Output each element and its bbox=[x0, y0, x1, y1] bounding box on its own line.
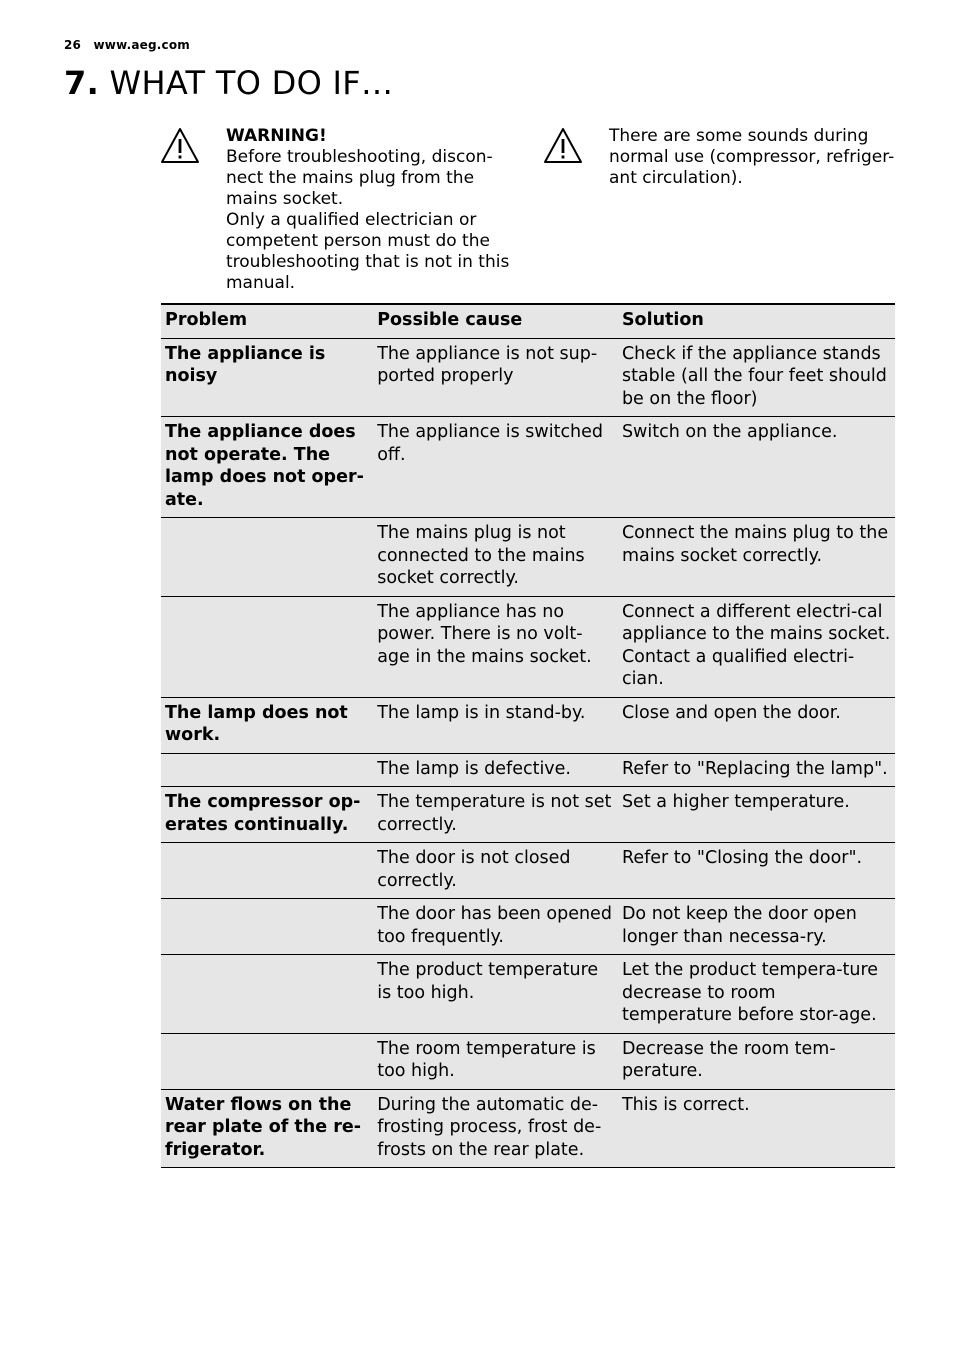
cell-cause: The door has been opened too frequently. bbox=[373, 899, 618, 955]
warning-line: manual. bbox=[226, 273, 296, 293]
table-row bbox=[161, 787, 895, 843]
cell-solution: Decrease the room tem-perature. bbox=[618, 1033, 895, 1089]
cell-problem bbox=[161, 753, 373, 787]
table-row bbox=[161, 1089, 895, 1168]
cell-cause: The appliance is switched off. bbox=[373, 417, 618, 518]
cell-solution: Refer to "Replacing the lamp". bbox=[618, 753, 895, 787]
cell-solution: Do not keep the door open longer than necessa-ry. bbox=[618, 899, 895, 955]
cell-cause: The product temperature is too high. bbox=[373, 955, 618, 1034]
section-title-text: WHAT TO DO IF… bbox=[109, 64, 394, 102]
cell-problem bbox=[161, 843, 373, 899]
cell-solution: Connect a different electri-cal appliance to the mains socket. Contact a qualified electri-cian. bbox=[618, 596, 895, 697]
warning-line: troubleshooting that is not in this bbox=[226, 252, 510, 272]
cell-solution: Set a higher temperature. bbox=[618, 787, 895, 843]
cell-solution: Refer to "Closing the door". bbox=[618, 843, 895, 899]
header-problem: Problem bbox=[161, 304, 373, 338]
warning-text bbox=[226, 126, 509, 294]
note-line: ant circulation). bbox=[609, 168, 743, 188]
cell-solution: Check if the appliance stands stable (all the four feet should be on the floor) bbox=[618, 338, 895, 417]
troubleshooting-table bbox=[161, 303, 895, 1168]
table-row bbox=[161, 843, 895, 899]
warning-notice bbox=[160, 126, 520, 294]
cell-solution: Switch on the appliance. bbox=[618, 417, 895, 518]
cell-problem bbox=[161, 899, 373, 955]
header-cause: Possible cause bbox=[373, 304, 618, 338]
table-row bbox=[161, 338, 895, 417]
cell-problem bbox=[161, 955, 373, 1034]
section-title bbox=[64, 64, 393, 102]
sound-notice bbox=[543, 126, 903, 189]
warning-title: WARNING! bbox=[226, 126, 327, 146]
warning-triangle-icon bbox=[543, 126, 583, 166]
cell-problem: The appliance is noisy bbox=[161, 338, 373, 417]
cell-problem: The compressor op-erates continually. bbox=[161, 787, 373, 843]
warning-triangle-icon bbox=[160, 126, 200, 166]
cell-problem bbox=[161, 1033, 373, 1089]
cell-cause: The temperature is not set correctly. bbox=[373, 787, 618, 843]
table-header-row bbox=[161, 304, 895, 338]
table-row bbox=[161, 1033, 895, 1089]
cell-solution: Close and open the door. bbox=[618, 697, 895, 753]
note-text bbox=[609, 126, 894, 189]
cell-cause: The appliance is not sup-ported properly bbox=[373, 338, 618, 417]
table-row bbox=[161, 697, 895, 753]
warning-line: Only a qualified electrician or bbox=[226, 210, 477, 230]
cell-problem: Water flows on the rear plate of the re-frigerator. bbox=[161, 1089, 373, 1168]
warning-line: nect the mains plug from the bbox=[226, 168, 475, 188]
table-row bbox=[161, 518, 895, 597]
table-row bbox=[161, 955, 895, 1034]
page-number: 26 bbox=[64, 38, 82, 52]
cell-cause: The mains plug is not connected to the mains socket correctly. bbox=[373, 518, 618, 597]
cell-solution: This is correct. bbox=[618, 1089, 895, 1168]
cell-cause: The lamp is in stand-by. bbox=[373, 697, 618, 753]
note-line: normal use (compressor, refriger- bbox=[609, 147, 895, 167]
cell-cause: The door is not closed correctly. bbox=[373, 843, 618, 899]
cell-problem: The appliance does not operate. The lamp does not oper-ate. bbox=[161, 417, 373, 518]
cell-solution: Let the product tempera-ture decrease to room temperature before stor-age. bbox=[618, 955, 895, 1034]
page-header bbox=[64, 38, 190, 52]
note-line: There are some sounds during bbox=[609, 126, 869, 146]
cell-cause: The lamp is defective. bbox=[373, 753, 618, 787]
section-number: 7. bbox=[64, 64, 100, 102]
cell-problem bbox=[161, 518, 373, 597]
warning-line: Before troubleshooting, discon- bbox=[226, 147, 493, 167]
cell-cause: The appliance has no power. There is no volt-age in the mains socket. bbox=[373, 596, 618, 697]
cell-cause: The room temperature is too high. bbox=[373, 1033, 618, 1089]
table-row bbox=[161, 417, 895, 518]
warning-line: competent person must do the bbox=[226, 231, 490, 251]
warning-line: mains socket. bbox=[226, 189, 344, 209]
site-url: www.aeg.com bbox=[93, 38, 190, 52]
header-solution: Solution bbox=[618, 304, 895, 338]
table-row bbox=[161, 899, 895, 955]
table-row bbox=[161, 753, 895, 787]
cell-solution: Connect the mains plug to the mains socket correctly. bbox=[618, 518, 895, 597]
cell-problem: The lamp does not work. bbox=[161, 697, 373, 753]
cell-cause: During the automatic de-frosting process, frost de-frosts on the rear plate. bbox=[373, 1089, 618, 1168]
table-row bbox=[161, 596, 895, 697]
cell-problem bbox=[161, 596, 373, 697]
